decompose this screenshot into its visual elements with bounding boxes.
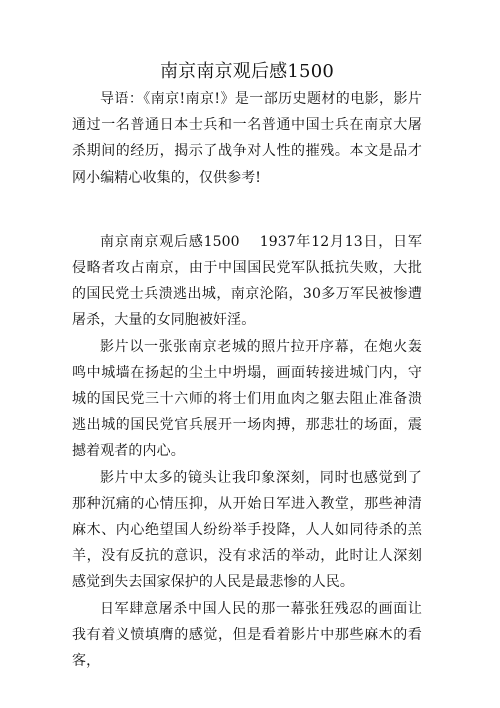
body-paragraph: 影片以一张张南京老城的照片拉开序幕，在炮火轰鸣中城墙在扬起的尘土中坍塌，画面转接进城门内，守城的国民党三十六师的将士们用血肉之躯去阻止准备溃逃出城的国民党官兵展开一场肉搏，那悲壮的场面，震撼着观者的内心。 (72, 338, 422, 460)
inline-heading: 南京南京观后感1500 (100, 233, 240, 250)
body-paragraph: 日军肆意屠杀中国人民的那一幕张狂残忍的画面让我有着义愤填膺的感觉，但是看着影片中那些麻木的看客， (72, 600, 422, 670)
first-body-paragraph (72, 229, 422, 334)
intro-paragraph: 导语：《南京!南京!》是一部历史题材的电影，影片通过一名普通日本士兵和一名普通中国士兵在南京大屠杀期间的经历，揭示了战争对人性的摧残。本文是品才网小编精心收集的，仅供参考! (72, 91, 422, 186)
section-gap (72, 191, 422, 229)
document-title: 南京南京观后感1500 (159, 61, 334, 82)
body-paragraph: 影片中太多的镜头让我印象深刻，同时也感觉到了那种沉痛的心情压抑，从开始日军进入教堂，那些神清麻木、内心绝望国人纷纷举手投降，人人如同待杀的羔羊，没有反抗的意识，没有求活的举动，此时让人深刻感觉到失去国家保护的人民是最悲惨的人民。 (72, 469, 422, 591)
first-paragraph-text: 1937年12月13日，日军侵略者攻占南京，由于中国国民党军队抵抗失败，大批的国民党士兵溃逃出城，南京沦陷，30多万军民被惨遭屠杀，大量的女同胞被奸淫。 (72, 233, 422, 329)
